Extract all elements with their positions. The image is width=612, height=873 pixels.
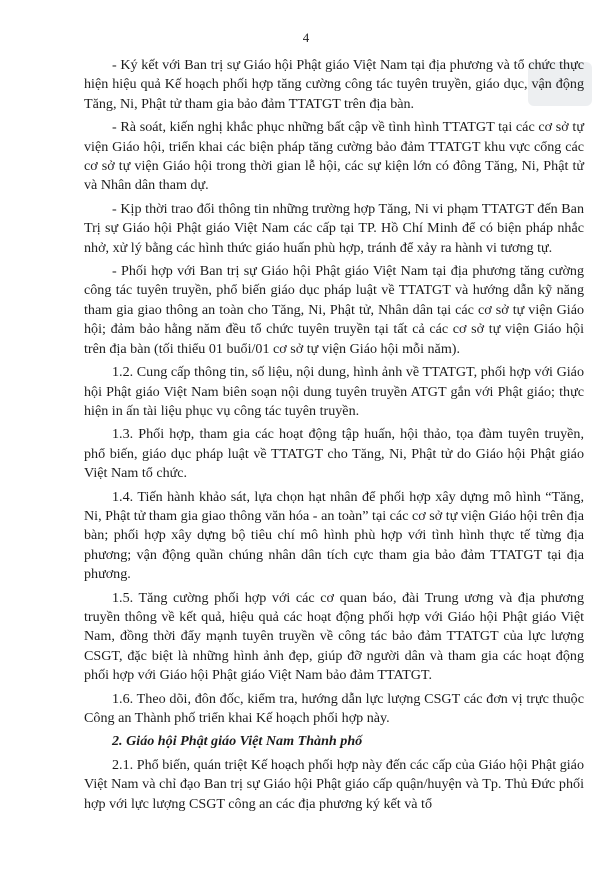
paragraph-bullet-3: - Kịp thời trao đổi thông tin những trường hợp Tăng, Ni vi phạm TTATGT đến Ban Trị sự Giáo hội Phật giáo Việt Nam các cấp tại TP. Hồ Chí Minh để có biện pháp nhắc nhở, xử lý bằng các hình thức giáo huấn phù hợp, tránh để xảy ra hành vi tương tự. [84,200,584,256]
page-number: 4 [302,30,310,45]
paragraph-1-3: 1.3. Phối hợp, tham gia các hoạt động tập huấn, hội thảo, tọa đàm tuyên truyền, phổ biến, giáo dục pháp luật về TTATGT cho Tăng, Ni, Phật tử do Giáo hội Phật giáo Việt Nam tổ chức. [84,426,584,482]
paragraph-bullet-4: - Phối hợp với Ban trị sự Giáo hội Phật giáo Việt Nam tại địa phương tăng cường công tác tuyên truyền, phổ biến giáo dục pháp luật về TTATGT và hướng dẫn kỹ năng tham gia giao thông an toàn cho Tăng, Ni, Phật tử, Nhân dân tại các cơ sở tự viện Giáo hội; đảm bảo hằng năm đều tổ chức tuyên truyền tại tất cả các cơ sở tự viện Giáo hội trên địa bàn (tối thiểu 01 buổi/01 cơ sở tự viện Giáo hội mỗi năm). [84,263,584,357]
section-heading: 2. Giáo hội Phật giáo Việt Nam Thành phố [112,733,363,750]
paragraph-1-4: 1.4. Tiến hành khảo sát, lựa chọn hạt nhân để phối hợp xây dựng mô hình “Tăng, Ni, Phật tử tham gia giao thông văn hóa - an toàn” tại các cơ sở tự viện Giáo hội trên địa bàn; phối hợp xây dựng bộ tiêu chí mô hình phù hợp với tình hình thực tế từng địa phương; vận động quần chúng nhân dân tích cực tham gia bảo đảm TTATGT tại địa phương. [84,488,584,583]
paragraph-1-6: 1.6. Theo dõi, đôn đốc, kiểm tra, hướng dẫn lực lượng CSGT các đơn vị trực thuộc Công an Thành phố triển khai Kế hoạch phối hợp này. [84,690,584,726]
paragraph-1-5: 1.5. Tăng cường phối hợp với các cơ quan báo, đài Trung ương và địa phương truyền thông về kết quả, hiệu quả các hoạt động phối hợp với Giáo hội Phật giáo Việt Nam, đồng thời đẩy mạnh tuyên truyền về công tác bảo đảm TTATGT của lực lượng CSGT, đặc biệt là những hình ảnh đẹp, giúp đỡ người dân và tham gia các hoạt động phối hợp với Giáo hội Phật giáo Việt Nam bảo đảm TTATGT. [84,589,584,684]
paragraph-1-2: 1.2. Cung cấp thông tin, số liệu, nội dung, hình ảnh về TTATGT, phối hợp với Giáo hội Phật giáo Việt Nam biên soạn nội dung tuyên truyền ATGT gắn với Phật giáo; thực hiện in ấn tài liệu phục vụ công tác tuyên truyền. [84,364,584,419]
paragraph-bullet-1: - Ký kết với Ban trị sự Giáo hội Phật giáo Việt Nam tại địa phương và tổ chức thực hiện hiệu quả Kế hoạch phối hợp tăng cường công tác tuyên truyền, giáo dục, vận động Tăng, Ni, Phật tử tham gia bảo đảm TTATGT trên địa bàn. [84,57,584,112]
paragraph-bullet-2: - Rà soát, kiến nghị khắc phục những bất cập về tình hình TTATGT tại các cơ sở tự viện Giáo hội, triển khai các biện pháp tăng cường bảo đảm TTATGT khu vực cổng các cơ sở tự viện Giáo hội trong thời gian lễ hội, các sự kiện lớn có đông Tăng, Ni, Phật tử và Nhân dân tham dự. [84,119,584,194]
paragraph-2-1: 2.1. Phổ biến, quán triệt Kế hoạch phối hợp này đến các cấp của Giáo hội Phật giáo Việt Nam và chỉ đạo Ban trị sự Giáo hội Phật giáo cấp quận/huyện và Tp. Thủ Đức phối hợp với lực lượng CSGT công an các địa phương ký kết và tổ [84,756,584,812]
document-body [84,56,584,818]
